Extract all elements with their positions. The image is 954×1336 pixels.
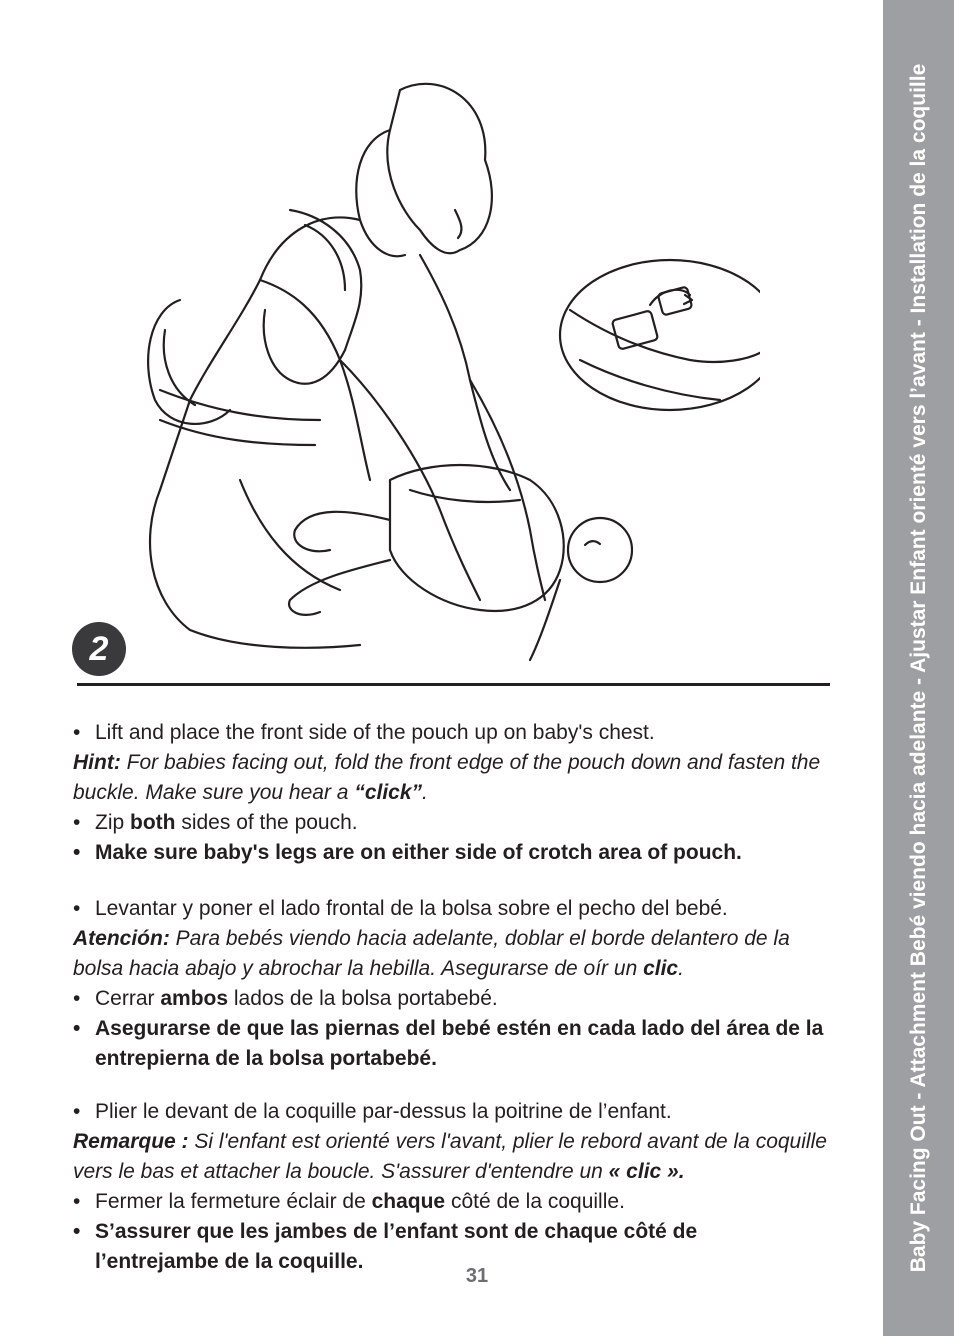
english-bullet-3: • Make sure baby's legs are on either side of crotch area of pouch. [73,838,833,868]
spanish-hint-text: Para bebés viendo hacia adelante, doblar el borde delantero de la bolsa hacia abajo y abrochar la hebilla. Asegurarse de oír un [73,927,790,980]
french-hint [73,1127,833,1187]
english-bullet-1: • Lift and place the front side of the pouch up on baby's chest. [73,718,833,748]
spanish-hint [73,924,833,984]
spanish-bullet-1: • Levantar y poner el lado frontal de la bolsa sobre el pecho del bebé. [73,894,833,924]
spanish-bullet-2-pre: Cerrar [95,987,161,1010]
spanish-bullet-3: • Asegurarse de que las piernas del bebé estén en cada lado del área de la entrepierna de la bolsa portabebé. [73,1014,833,1074]
instructions-spanish [73,894,833,1074]
illustration-parent-attaching-baby-carrier [60,60,760,690]
french-bullet-2-post: côté de la coquille. [445,1190,625,1213]
french-hint-label: Remarque : [73,1130,189,1153]
side-tab-title: Baby Facing Out - Attachment Bebé viendo hacia adelante - Ajustar Enfant orienté vers l’avant - Installation de la coquille [906,63,930,1273]
spanish-hint-emph: clic [643,957,679,980]
section-divider [77,683,830,686]
french-bullet-2-pre: Fermer la fermeture éclair de [95,1190,372,1213]
english-hint-text: For babies facing out, fold the front edge of the pouch down and fasten the buckle. Make sure you hear a [73,751,821,804]
english-bullet-2-post: sides of the pouch. [175,811,358,834]
french-bullet-3: • S’assurer que les jambes de l’enfant sont de chaque côté de l’entrejambe de la coquille. [73,1217,815,1277]
spanish-bullet-2-bold: ambos [160,987,229,1010]
french-bullet-1: • Plier le devant de la coquille par-dessus la poitrine de l’enfant. [73,1097,833,1127]
english-bullet-2-pre: Zip [95,811,131,834]
french-hint-emph: « clic ». [608,1160,685,1183]
instructions-french [73,1097,833,1277]
instructions-english [73,718,833,868]
english-hint-emph: “click” [354,781,423,804]
side-tab [883,0,954,1336]
english-hint-end: . [422,781,428,804]
step-number-badge: 2 [72,622,126,676]
french-bullet-2 [73,1187,833,1217]
spanish-hint-label: Atención: [73,927,170,950]
english-bullet-2-bold: both [130,811,176,834]
french-bullet-2-bold: chaque [371,1190,446,1213]
english-hint-label: Hint: [73,751,121,774]
spanish-bullet-2-post: lados de la bolsa portabebé. [228,987,498,1010]
french-hint-text: Si l'enfant est orienté vers l'avant, plier le rebord avant de la coquille vers le bas et attacher la boucle. S'assurer d'entendre un [73,1130,827,1183]
page-number: 31 [465,1265,489,1287]
english-hint [73,748,833,808]
english-bullet-2 [73,808,833,838]
spanish-bullet-2 [73,984,833,1014]
spanish-hint-end: . [678,957,684,980]
